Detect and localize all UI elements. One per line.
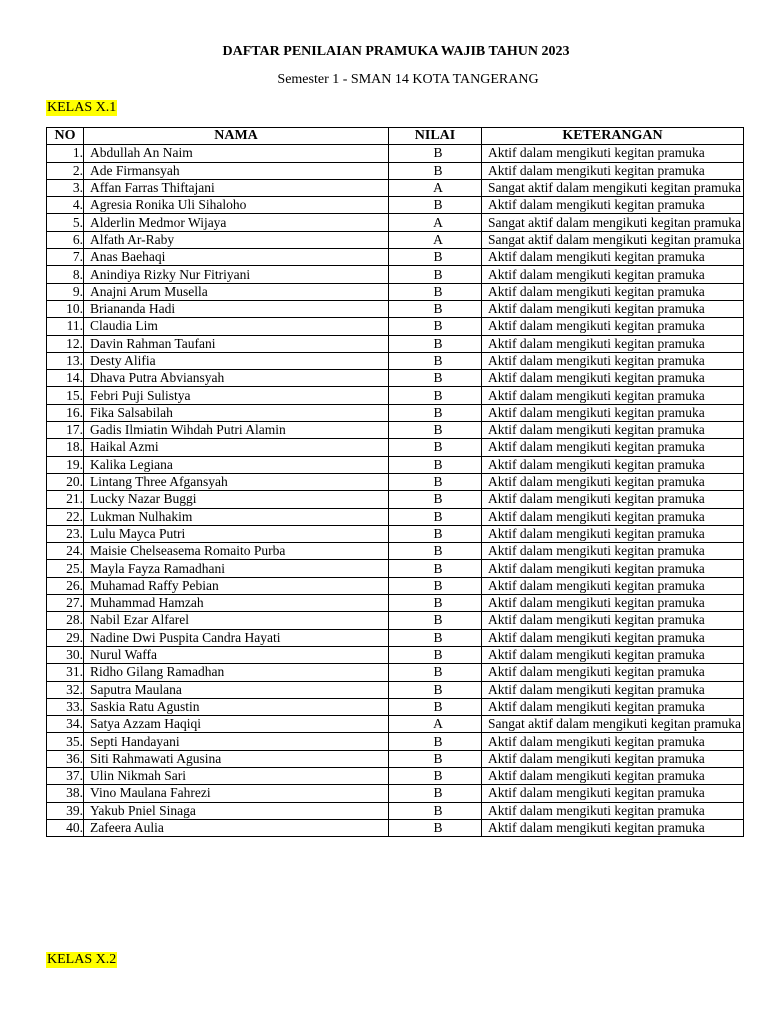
- student-name: Febri Puji Sulistya: [84, 387, 389, 404]
- grade: B: [389, 335, 482, 352]
- row-number: 11.: [47, 318, 84, 335]
- grade: B: [389, 681, 482, 698]
- row-number: 26.: [47, 577, 84, 594]
- student-name: Lulu Mayca Putri: [84, 525, 389, 542]
- remark: Aktif dalam mengikuti kegitan pramuka: [482, 318, 744, 335]
- grade: B: [389, 456, 482, 473]
- grade: B: [389, 404, 482, 421]
- header-nilai: NILAI: [389, 128, 482, 145]
- table-row: [47, 266, 744, 283]
- grade: B: [389, 145, 482, 162]
- table-row: [47, 179, 744, 196]
- row-number: 28.: [47, 612, 84, 629]
- table-row: [47, 681, 744, 698]
- student-name: Ade Firmansyah: [84, 162, 389, 179]
- table-row: [47, 283, 744, 300]
- table-row: [47, 646, 744, 663]
- grade: B: [389, 439, 482, 456]
- remark: Aktif dalam mengikuti kegitan pramuka: [482, 387, 744, 404]
- remark: Aktif dalam mengikuti kegitan pramuka: [482, 491, 744, 508]
- student-name: Nabil Ezar Alfarel: [84, 612, 389, 629]
- grade: B: [389, 646, 482, 663]
- row-number: 16.: [47, 404, 84, 421]
- row-number: 29.: [47, 629, 84, 646]
- table-row: [47, 422, 744, 439]
- table-row: [47, 370, 744, 387]
- remark: Aktif dalam mengikuti kegitan pramuka: [482, 422, 744, 439]
- row-number: 2.: [47, 162, 84, 179]
- table-row: [47, 456, 744, 473]
- student-name: Muhamad Raffy Pebian: [84, 577, 389, 594]
- remark: Aktif dalam mengikuti kegitan pramuka: [482, 283, 744, 300]
- remark: Aktif dalam mengikuti kegitan pramuka: [482, 733, 744, 750]
- row-number: 30.: [47, 646, 84, 663]
- table-row: [47, 214, 744, 231]
- grade: B: [389, 802, 482, 819]
- grade: B: [389, 698, 482, 715]
- grade: B: [389, 543, 482, 560]
- row-number: 3.: [47, 179, 84, 196]
- grade: B: [389, 352, 482, 369]
- remark: Aktif dalam mengikuti kegitan pramuka: [482, 802, 744, 819]
- grade: B: [389, 197, 482, 214]
- student-name: Nadine Dwi Puspita Candra Hayati: [84, 629, 389, 646]
- student-name: Septi Handayani: [84, 733, 389, 750]
- table-row: [47, 249, 744, 266]
- grade: A: [389, 716, 482, 733]
- student-name: Desty Alifia: [84, 352, 389, 369]
- row-number: 33.: [47, 698, 84, 715]
- table-row: [47, 819, 744, 836]
- table-row: [47, 197, 744, 214]
- row-number: 24.: [47, 543, 84, 560]
- student-name: Affan Farras Thiftajani: [84, 179, 389, 196]
- row-number: 19.: [47, 456, 84, 473]
- remark: Aktif dalam mengikuti kegitan pramuka: [482, 145, 744, 162]
- row-number: 18.: [47, 439, 84, 456]
- header-no: NO: [47, 128, 84, 145]
- remark: Aktif dalam mengikuti kegitan pramuka: [482, 543, 744, 560]
- remark: Aktif dalam mengikuti kegitan pramuka: [482, 577, 744, 594]
- table-row: [47, 543, 744, 560]
- row-number: 31.: [47, 664, 84, 681]
- table-row: [47, 473, 744, 490]
- row-number: 35.: [47, 733, 84, 750]
- table-row: [47, 352, 744, 369]
- row-number: 22.: [47, 508, 84, 525]
- student-name: Kalika Legiana: [84, 456, 389, 473]
- remark: Sangat aktif dalam mengikuti kegitan pramuka: [482, 231, 744, 248]
- grades-table-body: [47, 145, 744, 837]
- student-name: Abdullah An Naim: [84, 145, 389, 162]
- student-name: Lucky Nazar Buggi: [84, 491, 389, 508]
- grade: B: [389, 612, 482, 629]
- grade: B: [389, 508, 482, 525]
- grades-table: [46, 127, 744, 837]
- remark: Aktif dalam mengikuti kegitan pramuka: [482, 750, 744, 767]
- remark: Aktif dalam mengikuti kegitan pramuka: [482, 439, 744, 456]
- student-name: Nurul Waffa: [84, 646, 389, 663]
- row-number: 40.: [47, 819, 84, 836]
- table-row: [47, 767, 744, 784]
- table-row: [47, 508, 744, 525]
- row-number: 1.: [47, 145, 84, 162]
- remark: Aktif dalam mengikuti kegitan pramuka: [482, 646, 744, 663]
- table-row: [47, 629, 744, 646]
- table-row: [47, 300, 744, 317]
- grade: B: [389, 162, 482, 179]
- remark: Aktif dalam mengikuti kegitan pramuka: [482, 352, 744, 369]
- remark: Aktif dalam mengikuti kegitan pramuka: [482, 560, 744, 577]
- grade: B: [389, 525, 482, 542]
- grade: B: [389, 473, 482, 490]
- student-name: Haikal Azmi: [84, 439, 389, 456]
- class-label-x1: KELAS X.1: [47, 100, 117, 115]
- row-number: 12.: [47, 335, 84, 352]
- table-row: [47, 145, 744, 162]
- row-number: 20.: [47, 473, 84, 490]
- table-row: [47, 335, 744, 352]
- remark: Aktif dalam mengikuti kegitan pramuka: [482, 698, 744, 715]
- student-name: Maisie Chelseasema Romaito Purba: [84, 543, 389, 560]
- student-name: Saskia Ratu Agustin: [84, 698, 389, 715]
- student-name: Claudia Lim: [84, 318, 389, 335]
- grade: B: [389, 629, 482, 646]
- row-number: 37.: [47, 767, 84, 784]
- grade: B: [389, 387, 482, 404]
- table-row: [47, 785, 744, 802]
- table-row: [47, 560, 744, 577]
- row-number: 7.: [47, 249, 84, 266]
- row-number: 25.: [47, 560, 84, 577]
- table-row: [47, 439, 744, 456]
- row-number: 17.: [47, 422, 84, 439]
- student-name: Agresia Ronika Uli Sihaloho: [84, 197, 389, 214]
- student-name: Vino Maulana Fahrezi: [84, 785, 389, 802]
- remark: Aktif dalam mengikuti kegitan pramuka: [482, 767, 744, 784]
- grade: B: [389, 266, 482, 283]
- table-row: [47, 387, 744, 404]
- grade: B: [389, 595, 482, 612]
- remark: Aktif dalam mengikuti kegitan pramuka: [482, 785, 744, 802]
- student-name: Gadis Ilmiatin Wihdah Putri Alamin: [84, 422, 389, 439]
- grade: B: [389, 819, 482, 836]
- student-name: Zafeera Aulia: [84, 819, 389, 836]
- student-name: Fika Salsabilah: [84, 404, 389, 421]
- grade: B: [389, 370, 482, 387]
- row-number: 23.: [47, 525, 84, 542]
- student-name: Alfath Ar-Raby: [84, 231, 389, 248]
- remark: Aktif dalam mengikuti kegitan pramuka: [482, 300, 744, 317]
- table-row: [47, 595, 744, 612]
- grade: B: [389, 318, 482, 335]
- grade: A: [389, 214, 482, 231]
- remark: Aktif dalam mengikuti kegitan pramuka: [482, 266, 744, 283]
- table-row: [47, 231, 744, 248]
- remark: Sangat aktif dalam mengikuti kegitan pramuka: [482, 179, 744, 196]
- student-name: Lukman Nulhakim: [84, 508, 389, 525]
- document-subtitle: Semester 1 - SMAN 14 KOTA TANGERANG: [277, 72, 539, 87]
- grade: B: [389, 733, 482, 750]
- remark: Aktif dalam mengikuti kegitan pramuka: [482, 525, 744, 542]
- student-name: Lintang Three Afgansyah: [84, 473, 389, 490]
- student-name: Ulin Nikmah Sari: [84, 767, 389, 784]
- student-name: Ridho Gilang Ramadhan: [84, 664, 389, 681]
- grade: B: [389, 664, 482, 681]
- row-number: 5.: [47, 214, 84, 231]
- grade: B: [389, 767, 482, 784]
- remark: Sangat aktif dalam mengikuti kegitan pramuka: [482, 214, 744, 231]
- grade: B: [389, 750, 482, 767]
- row-number: 36.: [47, 750, 84, 767]
- student-name: Mayla Fayza Ramadhani: [84, 560, 389, 577]
- grade: B: [389, 422, 482, 439]
- row-number: 27.: [47, 595, 84, 612]
- grade: B: [389, 577, 482, 594]
- remark: Aktif dalam mengikuti kegitan pramuka: [482, 249, 744, 266]
- remark: Aktif dalam mengikuti kegitan pramuka: [482, 456, 744, 473]
- header-keterangan: KETERANGAN: [482, 128, 744, 145]
- row-number: 13.: [47, 352, 84, 369]
- remark: Aktif dalam mengikuti kegitan pramuka: [482, 473, 744, 490]
- student-name: Davin Rahman Taufani: [84, 335, 389, 352]
- remark: Aktif dalam mengikuti kegitan pramuka: [482, 612, 744, 629]
- header-nama: NAMA: [84, 128, 389, 145]
- table-row: [47, 491, 744, 508]
- row-number: 32.: [47, 681, 84, 698]
- table-row: [47, 733, 744, 750]
- table-row: [47, 664, 744, 681]
- remark: Sangat aktif dalam mengikuti kegitan pramuka: [482, 716, 744, 733]
- table-header-row: [47, 128, 744, 145]
- remark: Aktif dalam mengikuti kegitan pramuka: [482, 162, 744, 179]
- row-number: 39.: [47, 802, 84, 819]
- student-name: Satya Azzam Haqiqi: [84, 716, 389, 733]
- student-name: Alderlin Medmor Wijaya: [84, 214, 389, 231]
- remark: Aktif dalam mengikuti kegitan pramuka: [482, 819, 744, 836]
- student-name: Siti Rahmawati Agusina: [84, 750, 389, 767]
- row-number: 21.: [47, 491, 84, 508]
- grade: B: [389, 283, 482, 300]
- remark: Aktif dalam mengikuti kegitan pramuka: [482, 664, 744, 681]
- remark: Aktif dalam mengikuti kegitan pramuka: [482, 197, 744, 214]
- row-number: 6.: [47, 231, 84, 248]
- student-name: Saputra Maulana: [84, 681, 389, 698]
- student-name: Yakub Pniel Sinaga: [84, 802, 389, 819]
- grade: B: [389, 560, 482, 577]
- document-title: DAFTAR PENILAIAN PRAMUKA WAJIB TAHUN 2023: [222, 44, 570, 59]
- remark: Aktif dalam mengikuti kegitan pramuka: [482, 335, 744, 352]
- table-row: [47, 750, 744, 767]
- student-name: Dhava Putra Abviansyah: [84, 370, 389, 387]
- student-name: Anajni Arum Musella: [84, 283, 389, 300]
- table-row: [47, 716, 744, 733]
- grade: B: [389, 785, 482, 802]
- grade: B: [389, 249, 482, 266]
- table-row: [47, 404, 744, 421]
- student-name: Anas Baehaqi: [84, 249, 389, 266]
- row-number: 34.: [47, 716, 84, 733]
- student-name: Anindiya Rizky Nur Fitriyani: [84, 266, 389, 283]
- remark: Aktif dalam mengikuti kegitan pramuka: [482, 681, 744, 698]
- remark: Aktif dalam mengikuti kegitan pramuka: [482, 370, 744, 387]
- row-number: 14.: [47, 370, 84, 387]
- grade: A: [389, 179, 482, 196]
- table-row: [47, 318, 744, 335]
- table-row: [47, 525, 744, 542]
- grade: B: [389, 491, 482, 508]
- student-name: Briananda Hadi: [84, 300, 389, 317]
- table-row: [47, 162, 744, 179]
- row-number: 38.: [47, 785, 84, 802]
- table-row: [47, 577, 744, 594]
- row-number: 10.: [47, 300, 84, 317]
- remark: Aktif dalam mengikuti kegitan pramuka: [482, 629, 744, 646]
- remark: Aktif dalam mengikuti kegitan pramuka: [482, 404, 744, 421]
- remark: Aktif dalam mengikuti kegitan pramuka: [482, 508, 744, 525]
- table-row: [47, 802, 744, 819]
- remark: Aktif dalam mengikuti kegitan pramuka: [482, 595, 744, 612]
- row-number: 8.: [47, 266, 84, 283]
- table-row: [47, 612, 744, 629]
- row-number: 15.: [47, 387, 84, 404]
- row-number: 4.: [47, 197, 84, 214]
- grade: A: [389, 231, 482, 248]
- student-name: Muhammad Hamzah: [84, 595, 389, 612]
- grade: B: [389, 300, 482, 317]
- class-label-x2: KELAS X.2: [47, 952, 117, 967]
- row-number: 9.: [47, 283, 84, 300]
- table-row: [47, 698, 744, 715]
